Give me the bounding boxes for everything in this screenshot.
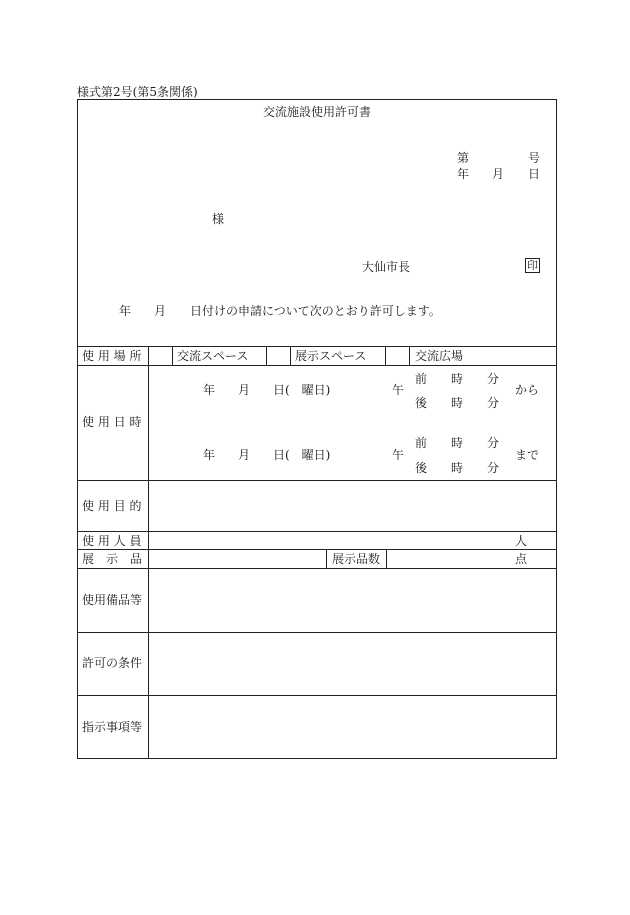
start-pm-minute: 分 xyxy=(487,396,500,410)
table-line xyxy=(290,346,291,365)
place-option-exchange-space: 交流スペース xyxy=(177,349,249,363)
end-pm-minute: 分 xyxy=(487,461,500,475)
table-line xyxy=(77,549,557,550)
issuer-name: 大仙市長 xyxy=(362,260,411,274)
exhibit-label: 展 示 品 xyxy=(82,552,143,566)
document-title: 交流施設使用許可書 xyxy=(263,105,372,119)
end-day-weekday: 日( 曜日) xyxy=(273,448,331,462)
table-line xyxy=(77,695,557,696)
exhibit-count-unit: 点 xyxy=(515,552,528,566)
intro-year: 年 xyxy=(119,304,132,318)
instructions-label: 指示事項等 xyxy=(82,720,143,734)
intro-text: 日付けの申請について次のとおり許可します。 xyxy=(190,304,441,318)
conditions-label: 許可の条件 xyxy=(82,656,143,670)
date-month: 月 xyxy=(492,167,505,181)
table-line xyxy=(326,549,327,568)
place-checkbox-3[interactable] xyxy=(386,347,409,365)
label-column-divider xyxy=(148,346,149,759)
place-option-exchange-plaza: 交流広場 xyxy=(415,349,464,363)
end-pm: 後 xyxy=(415,461,428,475)
purpose-label: 使 用 目 的 xyxy=(82,499,142,513)
exhibit-count-label: 展示品数 xyxy=(332,552,381,566)
table-line xyxy=(77,632,557,633)
table-line xyxy=(77,531,557,532)
equipment-label: 使用備品等 xyxy=(82,593,143,607)
end-year: 年 xyxy=(203,448,216,462)
end-month: 月 xyxy=(238,448,251,462)
form-number-label: 様式第2号(第5条関係) xyxy=(77,85,198,99)
date-day: 日 xyxy=(528,167,541,181)
start-month: 月 xyxy=(238,383,251,397)
start-am-minute: 分 xyxy=(487,372,500,386)
start-year: 年 xyxy=(203,383,216,397)
place-checkbox-2[interactable] xyxy=(267,347,290,365)
date-year: 年 xyxy=(457,167,470,181)
table-line xyxy=(77,365,557,366)
form-frame xyxy=(77,99,557,759)
table-line xyxy=(386,549,387,568)
number-go: 号 xyxy=(528,151,541,165)
start-am-hour: 時 xyxy=(451,372,464,386)
place-option-exhibit-space: 展示スペース xyxy=(295,349,367,363)
table-line xyxy=(409,346,410,365)
intro-month: 月 xyxy=(154,304,167,318)
table-line xyxy=(77,480,557,481)
seal-mark: 印 xyxy=(527,259,538,272)
start-go: 午 xyxy=(392,383,405,397)
end-am-hour: 時 xyxy=(451,436,464,450)
end-suffix: まで xyxy=(515,448,540,462)
number-dai: 第 xyxy=(457,151,470,165)
start-pm: 後 xyxy=(415,396,428,410)
place-checkbox-1[interactable] xyxy=(149,347,172,365)
people-unit: 人 xyxy=(515,534,528,548)
addressee-suffix: 様 xyxy=(212,212,225,226)
start-suffix: から xyxy=(515,383,540,397)
start-am: 前 xyxy=(415,372,428,386)
table-line xyxy=(77,568,557,569)
end-go: 午 xyxy=(392,448,405,462)
place-label: 使 用 場 所 xyxy=(82,349,142,363)
end-am: 前 xyxy=(415,436,428,450)
datetime-label: 使 用 日 時 xyxy=(82,415,142,429)
end-am-minute: 分 xyxy=(487,436,500,450)
table-line xyxy=(172,346,173,365)
start-day-weekday: 日( 曜日) xyxy=(273,383,331,397)
end-pm-hour: 時 xyxy=(451,461,464,475)
people-label: 使 用 人 員 xyxy=(82,534,142,548)
start-pm-hour: 時 xyxy=(451,396,464,410)
